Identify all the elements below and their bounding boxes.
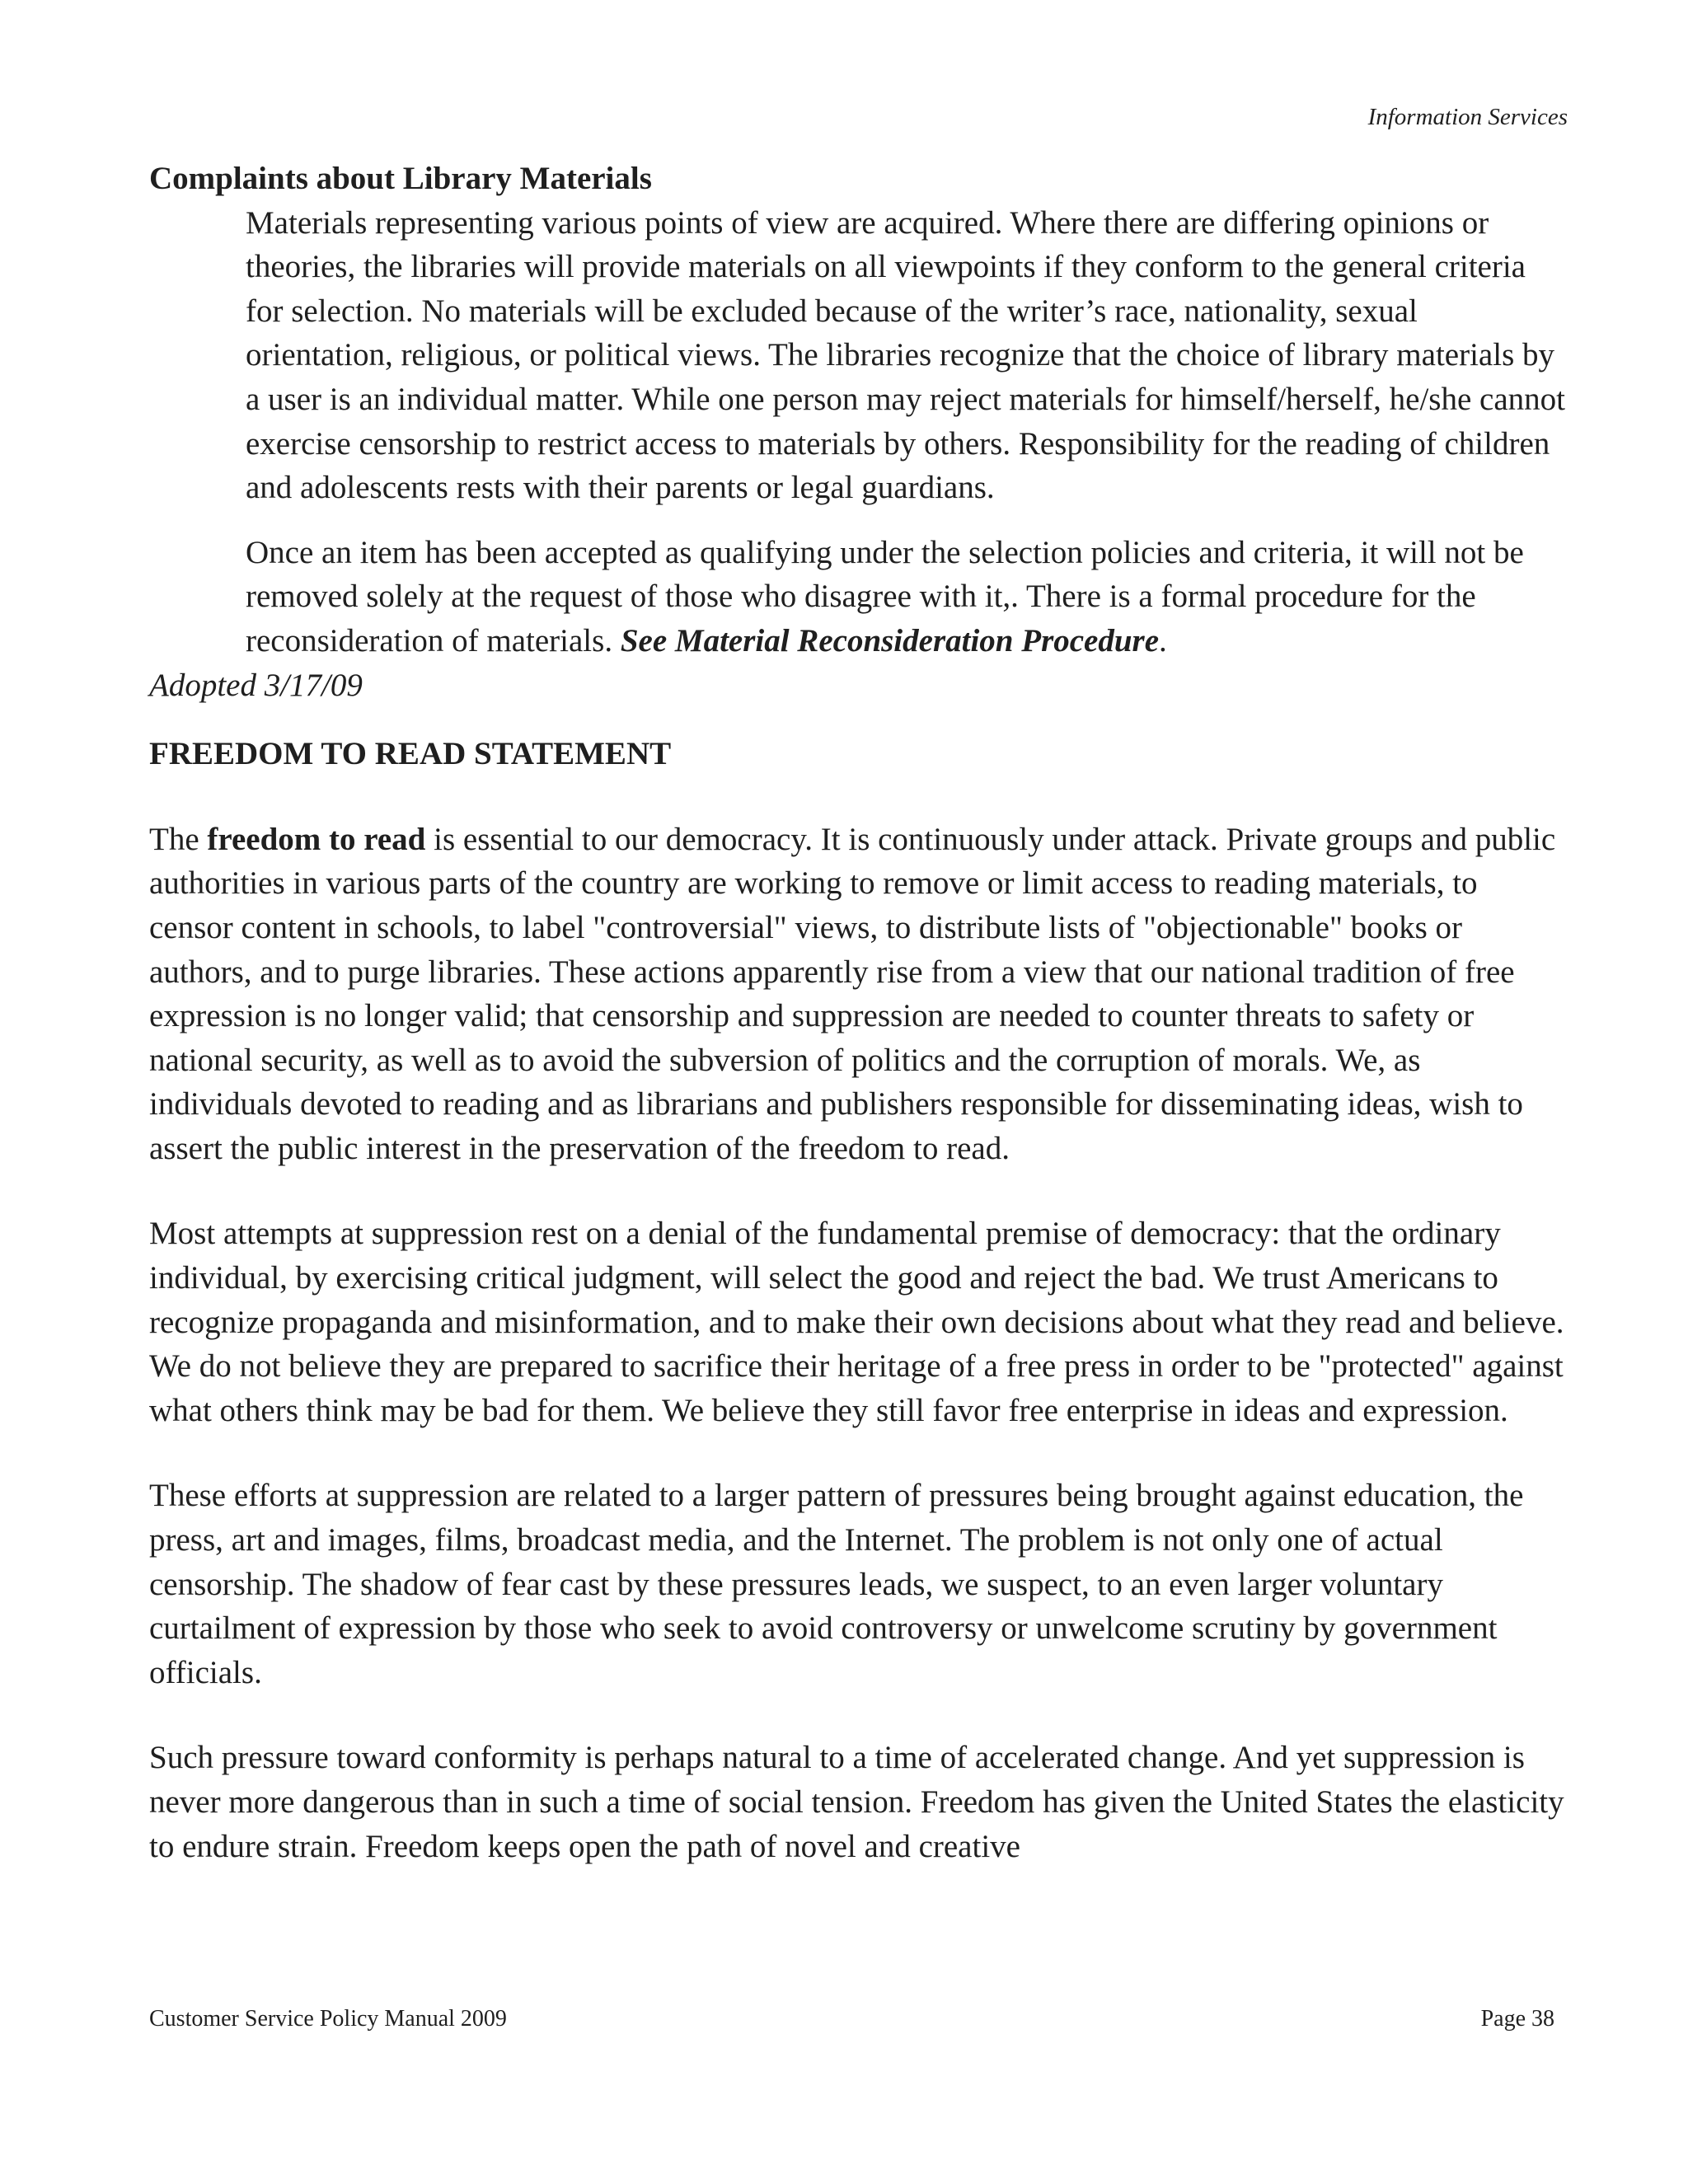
section-title-freedom-to-read: FREEDOM TO READ STATEMENT [149,736,672,772]
footer-page-number: Page 38 [1480,2006,1554,2032]
freedom-to-read-emphasis: freedom to read [207,821,426,857]
complaints-paragraph-1: Materials representing various points of view are acquired. Where there are differing opinions or theories, the libraries will provide materials on all viewpoints if they conform to the general criteria for selection. No materials will be excluded because of the writer’s race, nationality, sexual orientation, religious, or political views. The libraries recognize that the choice of library materials by a user is an individual matter. While one person may reject materials for himself/herself, he/she cannot exercise censorship to restrict access to materials by others. Responsibility for the reading of children and adolescents rests with their parents or legal guardians. [246,204,1565,506]
complaints-paragraph-2-end: . [1159,622,1167,658]
freedom-paragraph-4: Such pressure toward conformity is perhaps natural to a time of accelerated change. And yet suppression is never more dangerous than in such a time of social tension. Freedom has given the United States the elasticity to endure strain. Freedom keeps open the path of novel and creative [149,1740,1564,1864]
freedom-paragraph-1 [149,818,1567,1171]
running-head: Information Services [1367,104,1568,130]
adopted-date: Adopted 3/17/09 [149,667,363,703]
freedom-paragraph-1-rest: is essential to our democracy. It is continuously under attack. Private groups and public authorities in various parts of the country are working to remove or limit access to reading materials, to censor content in schools, to label "controversial" views, to distribute lists of "objectionable" books or authors, and to purge libraries. These actions apparently rise from a view that our national tradition of free expression is no longer valid; that censorship and suppression are needed to counter threats to safety or national security, as well as to avoid the subversion of politics and the corruption of morals. We, as individuals devoted to reading and as librarians and publishers responsible for disseminating ideas, wish to assert the public interest in the preservation of the freedom to read. [149,821,1556,1166]
section-title-complaints: Complaints about Library Materials [149,161,652,196]
page-footer [149,2004,1554,2037]
complaints-paragraph-2 [246,531,1567,663]
page-content [149,157,1567,1868]
complaints-paragraph-2-text: Once an item has been accepted as qualifying under the selection policies and criteria, it will not be removed solely at the request of those who disagree with it,. There is a formal procedure for the reconsideration of materials. [246,534,1524,658]
reconsideration-procedure-reference: See Material Reconsideration Procedure [620,622,1160,658]
freedom-paragraph-2: Most attempts at suppression rest on a denial of the fundamental premise of democracy: that the ordinary individual, by exercising critical judgment, will select the good and reject the bad. We trust Americans to recognize propaganda and misinformation, and to make their own decisions about what they read and believe. We do not believe they are prepared to sacrifice their heritage of a free press in order to be "protected" against what others think may be bad for them. We believe they still favor free enterprise in ideas and expression. [149,1216,1564,1428]
freedom-paragraph-1-start: The [149,821,208,857]
freedom-paragraph-3: These efforts at suppression are related to a larger pattern of pressures being brought against education, the press, art and images, films, broadcast media, and the Internet. The problem is not only one of actual censorship. The shadow of fear cast by these pressures leads, we suspect, to an even larger voluntary curtailment of expression by those who seek to avoid controversy or unwelcome scrutiny by government officials. [149,1478,1524,1690]
footer-manual-title: Customer Service Policy Manual 2009 [149,2006,507,2032]
